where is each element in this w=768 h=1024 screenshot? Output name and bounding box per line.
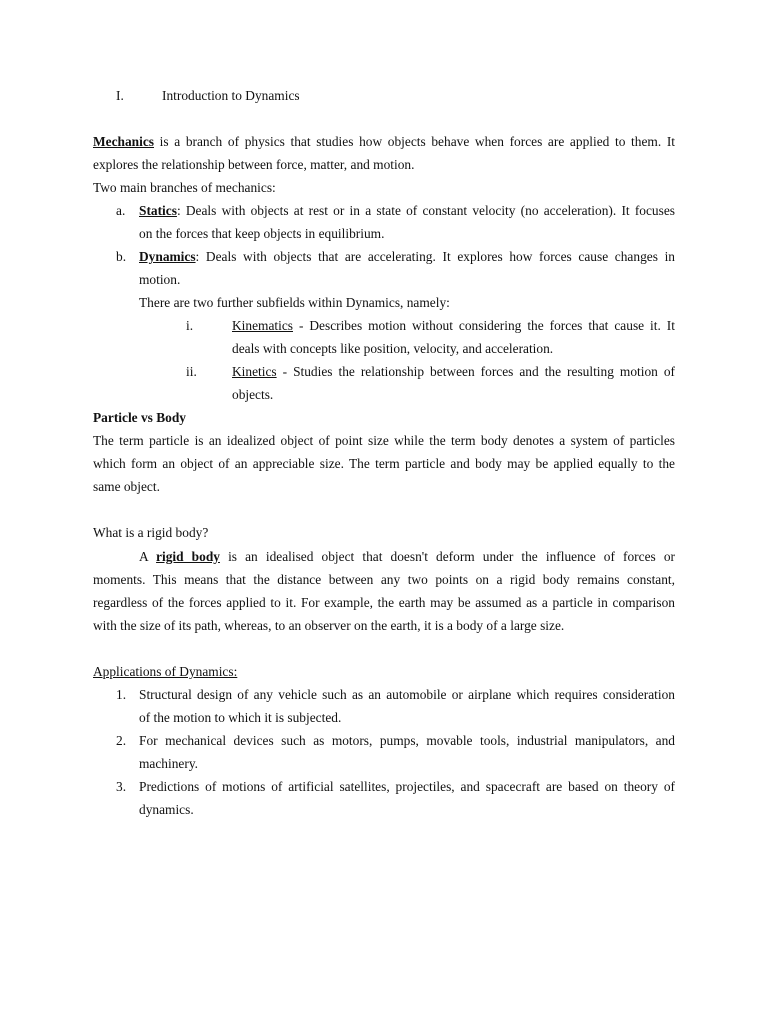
rigid-body-question: What is a rigid body? xyxy=(93,525,209,540)
mechanics-line-2: explores the relationship between force, matter, and motion. xyxy=(93,157,415,172)
application-marker-1: 1. xyxy=(116,687,127,702)
kinetics-term: Kinetics xyxy=(232,364,277,379)
particle-line-1: The term particle is an idealized object of point size while the term body denotes a system of particles xyxy=(93,433,675,448)
branch-marker-a: a. xyxy=(116,203,126,218)
dynamics-line-2: motion. xyxy=(139,272,181,287)
branch-marker-b: b. xyxy=(116,249,127,264)
application-2-line-2: machinery. xyxy=(139,756,198,771)
application-2-line-1: For mechanical devices such as motors, pumps, movable tools, industrial manipulators, and xyxy=(139,733,675,748)
application-3-line-1: Predictions of motions of artificial satellites, projectiles, and spacecraft are based on theory of xyxy=(139,779,675,794)
kinematics-line-1: Kinematics - Describes motion without considering the forces that cause it. It xyxy=(232,318,675,333)
application-1-line-1: Structural design of any vehicle such as an automobile or airplane which requires consideration xyxy=(139,687,675,702)
particle-line-3: same object. xyxy=(93,479,160,494)
dynamics-term: Dynamics xyxy=(139,249,196,264)
kinematics-term: Kinematics xyxy=(232,318,293,333)
applications-heading: Applications of Dynamics: xyxy=(93,664,238,679)
rigid-line-2: moments. This means that the distance between any two points on a rigid body remains constant, xyxy=(93,572,675,587)
statics-term: Statics xyxy=(139,203,177,218)
kinetics-line-1: Kinetics - Studies the relationship between forces and the resulting motion of xyxy=(232,364,675,379)
application-3-line-2: dynamics. xyxy=(139,802,194,817)
kinetics-line-2: objects. xyxy=(232,387,274,402)
section-title: Introduction to Dynamics xyxy=(162,88,300,103)
dynamics-line-1: Dynamics: Deals with objects that are accelerating. It explores how forces cause changes in xyxy=(139,249,675,264)
particle-line-2: which form an object of an appreciable size. The term particle and body may be applied equally to the xyxy=(93,456,675,471)
section-numeral: I. xyxy=(116,88,124,103)
statics-line-1: Statics: Deals with objects at rest or in a state of constant velocity (no acceleration). It focuses xyxy=(139,203,675,218)
rigid-line-3: regardless of the forces applied to it. For example, the earth may be assumed as a particle in comparison xyxy=(93,595,675,610)
rigid-line-1: A rigid body is an idealised object that doesn't deform under the influence of forces or xyxy=(139,549,675,564)
mechanics-term: Mechanics xyxy=(93,134,154,149)
application-1-line-2: of the motion to which it is subjected. xyxy=(139,710,342,725)
particle-heading: Particle vs Body xyxy=(93,410,186,425)
mechanics-line-1: Mechanics is a branch of physics that studies how objects behave when forces are applied to them. It xyxy=(93,134,675,149)
kinematics-line-2: deals with concepts like position, velocity, and acceleration. xyxy=(232,341,554,356)
rigid-line-4: with the size of its path, whereas, to an observer on the earth, it is a body of a large size. xyxy=(93,618,565,633)
application-marker-2: 2. xyxy=(116,733,127,748)
subfield-marker-i: i. xyxy=(186,318,194,333)
subfields-intro: There are two further subfields within Dynamics, namely: xyxy=(139,295,450,310)
statics-line-2: on the forces that keep objects in equilibrium. xyxy=(139,226,385,241)
rigid-body-term: rigid body xyxy=(156,549,220,564)
subfield-marker-ii: ii. xyxy=(186,364,197,379)
branches-intro: Two main branches of mechanics: xyxy=(93,180,276,195)
application-marker-3: 3. xyxy=(116,779,127,794)
